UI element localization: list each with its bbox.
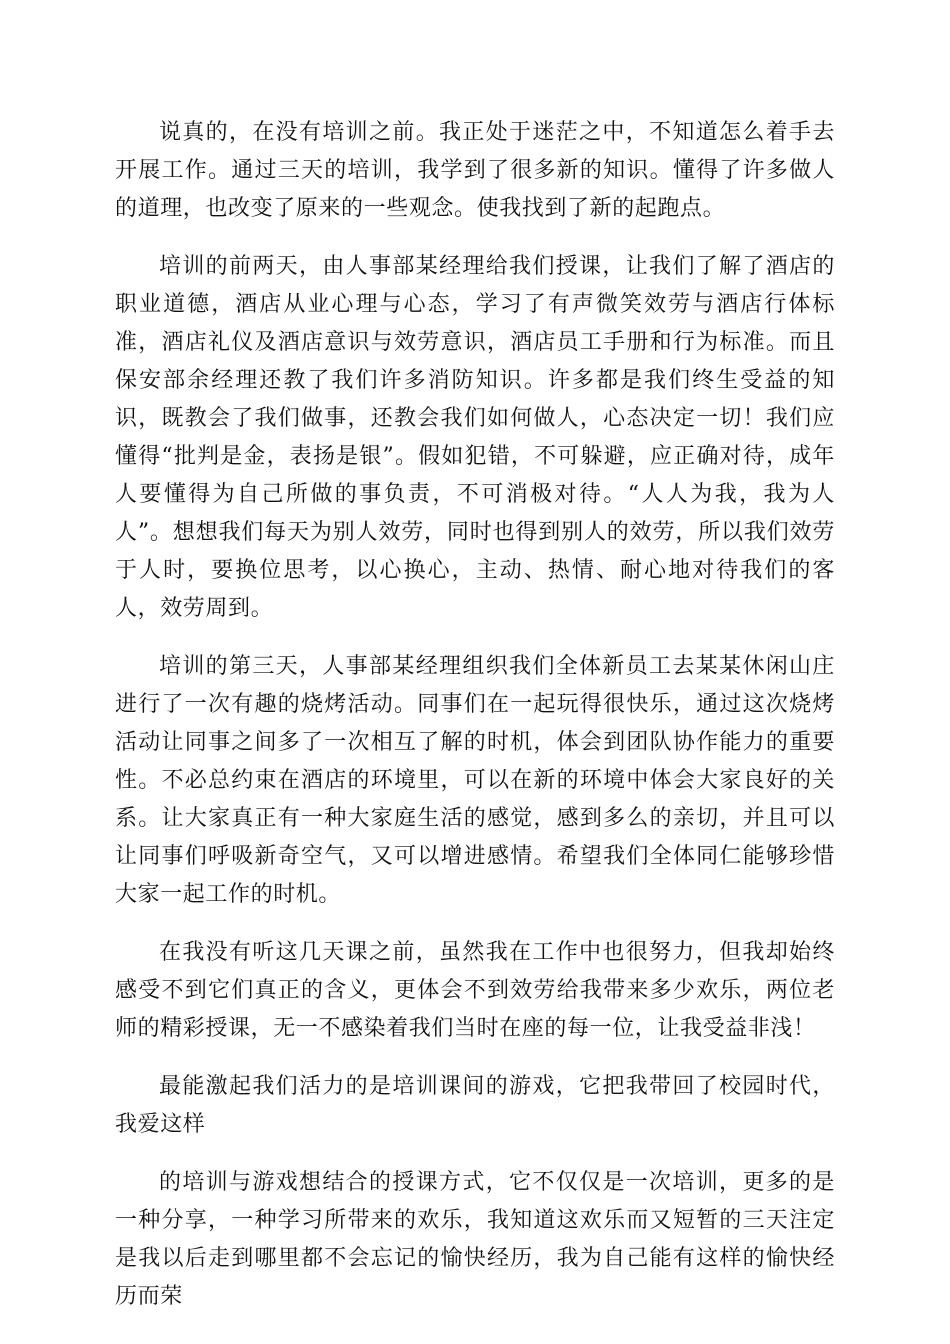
paragraph-3: 培训的第三天，人事部某经理组织我们全体新员工去某某休闲山庄进行了一次有趣的烧烤活动。同事们在一起玩得很快乐，通过这次烧烤活动让同事之间多了一次相互了解的时机，体会到团队协作能力的重要性。不必总约束在酒店的环境里，可以在新的环境中体会大家良好的关系。让大家真正有一种大家庭生活的感觉，感到多么的亲切，并且可以让同事们呼吸新奇空气，又可以增进感情。希望我们全体同仁能够珍惜大家一起工作的时机。 (115, 654, 835, 907)
paragraph-1: 说真的，在没有培训之前。我正处于迷茫之中，不知道怎么着手去开展工作。通过三天的培训，我学到了很多新的知识。懂得了许多做人的道理，也改变了原来的一些观念。使我找到了新的起跑点。 (115, 120, 835, 221)
paragraph-6: 的培训与游戏想结合的授课方式，它不仅仅是一次培训，更多的是一种分享，一种学习所带来的欢乐，我知道这欢乐而又短暂的三天注定是我以后走到哪里都不会忘记的愉快经历，我为自己能有这样的愉快经历而荣 (115, 1170, 835, 1309)
document-body (115, 114, 835, 1336)
paragraph-5: 最能激起我们活力的是培训课间的游戏，它把我带回了校园时代，我爱这样 (115, 1074, 835, 1137)
paragraph-2: 培训的前两天，由人事部某经理给我们授课，让我们了解了酒店的职业道德，酒店从业心理与心态，学习了有声微笑效劳与酒店行体标准，酒店礼仪及酒店意识与效劳意识，酒店员工手册和行为标准。而且保安部余经理还教了我们许多消防知识。许多都是我们终生受益的知识，既教会了我们做事，还教会我们如何做人，心态决定一切！我们应懂得“批判是金，表扬是银”。假如犯错，不可躲避，应正确对待，成年人要懂得为自己所做的事负责，不可消极对待。“人人为我，我为人人”。想想我们每天为别人效劳，同时也得到别人的效劳，所以我们效劳于人时，要换位思考，以心换心，主动、热情、耐心地对待我们的客人，效劳周到。 (115, 254, 835, 621)
paragraph-4: 在我没有听这几天课之前，虽然我在工作中也很努力，但我却始终感受不到它们真正的含义，更体会不到效劳给我带来多少欢乐，两位老师的精彩授课，无一不感染着我们当时在座的每一位，让我受益非浅！ (115, 940, 835, 1041)
